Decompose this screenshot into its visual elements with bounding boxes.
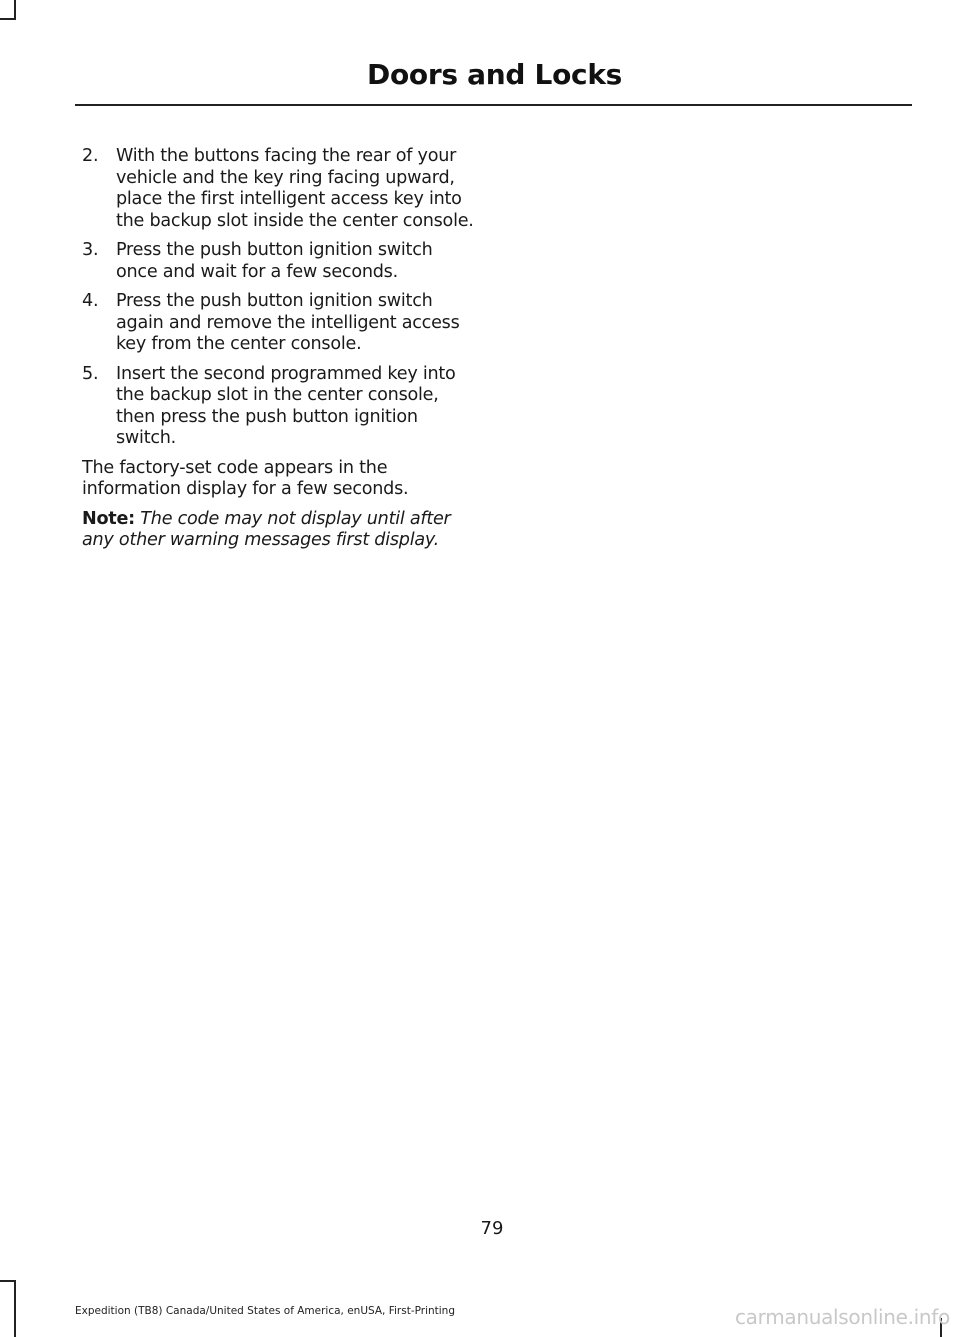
step-number: 4. bbox=[82, 291, 99, 311]
list-item-step-2 bbox=[82, 146, 477, 232]
crop-mark-bottom-left-horizontal bbox=[0, 1280, 16, 1282]
step-text: Press the push button ignition switch once and wait for a few seconds. bbox=[116, 240, 433, 282]
header-divider bbox=[75, 104, 912, 106]
step-text: With the buttons facing the rear of your vehicle and the key ring facing upward, place the first intelligent access key into the backup slot inside the center console. bbox=[116, 146, 474, 231]
step-text: Press the push button ignition switch again and remove the intelligent access key from the center console. bbox=[116, 291, 460, 354]
list-item-step-5 bbox=[82, 364, 477, 450]
watermark: carmanualsonline.info bbox=[734, 1305, 950, 1329]
footer-text: Expedition (TB8) Canada/United States of America, enUSA, First-Printing bbox=[75, 1305, 456, 1317]
list-item-step-4 bbox=[82, 291, 477, 356]
body-paragraph: The factory-set code appears in the information display for a few seconds. bbox=[82, 457, 409, 499]
note-text: The code may not display until after any other warning messages first display. bbox=[82, 508, 451, 550]
step-number: 3. bbox=[82, 240, 99, 260]
list-item-step-3 bbox=[82, 240, 477, 283]
step-number: 2. bbox=[82, 146, 99, 166]
main-content bbox=[82, 146, 477, 560]
step-text: Insert the second programmed key into the backup slot in the center console, then press the push button ignition switch. bbox=[116, 363, 456, 448]
step-number: 5. bbox=[82, 363, 99, 384]
page-header-title: Doors and Locks bbox=[367, 58, 623, 91]
crop-mark-top-left-horizontal bbox=[0, 18, 16, 20]
crop-mark-bottom-left-vertical bbox=[14, 1280, 16, 1337]
page-number: 79 bbox=[480, 1218, 504, 1239]
crop-mark-top-left-vertical bbox=[14, 0, 16, 18]
note-label: Note: bbox=[82, 508, 135, 529]
note-paragraph bbox=[82, 509, 477, 552]
